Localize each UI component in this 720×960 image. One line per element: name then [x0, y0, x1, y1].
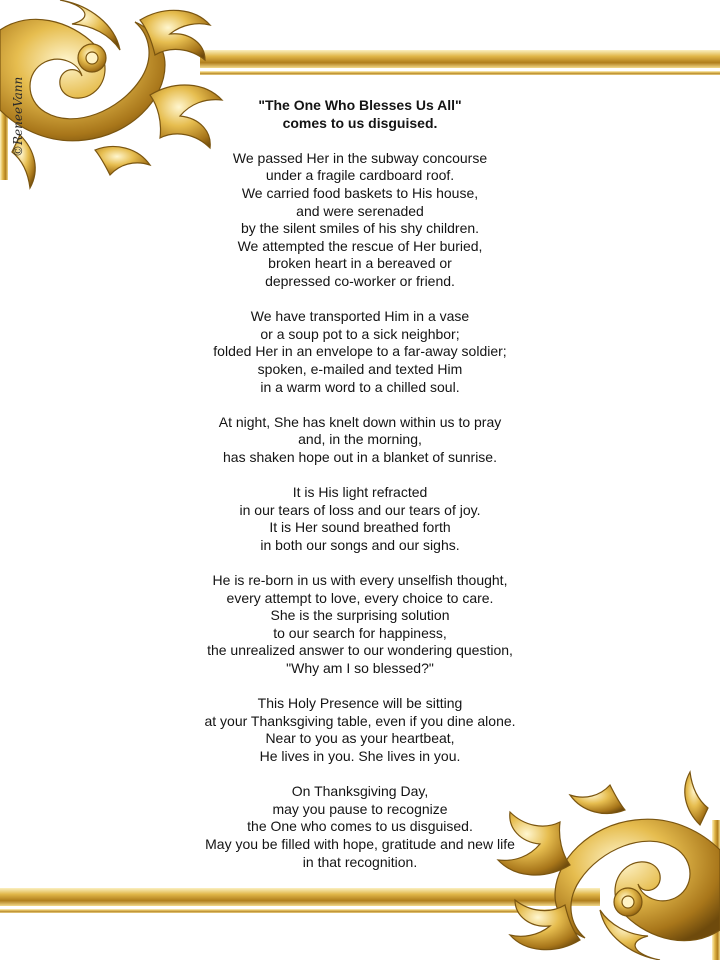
poem-text [60, 97, 660, 871]
poem-line: and, in the morning, [298, 431, 422, 448]
poem-line: or a soup pot to a sick neighbor; [260, 325, 460, 342]
poem-stanza [60, 150, 660, 291]
poem-line: At night, She has knelt down within us to pray [218, 413, 502, 430]
poem-stanza [60, 783, 660, 871]
poem-stanza [60, 695, 660, 765]
poem-stanza [60, 308, 660, 396]
poem-line: broken heart in a bereaved or [268, 255, 452, 272]
poem-line: It is His light refracted [292, 484, 428, 501]
poem-line: We have transported Him in a vase [250, 308, 470, 325]
poem-stanza [60, 414, 660, 467]
poem-line: the One who comes to us disguised. [247, 818, 473, 835]
poem-line: We carried food baskets to His house, [241, 184, 479, 201]
poem-line: She is the surprising solution [270, 607, 450, 624]
poem-line: in that recognition. [302, 853, 418, 870]
poem-line: depressed co-worker or friend. [265, 272, 455, 289]
poem-line: This Holy Presence will be sitting [257, 695, 463, 712]
bottom-gold-bar [0, 888, 600, 913]
top-gold-bar [200, 50, 720, 75]
poem-line: folded Her in an envelope to a far-away soldier; [213, 343, 507, 360]
poem-stanza [60, 572, 660, 678]
poem-line: spoken, e-mailed and texted Him [257, 360, 463, 377]
poem-line: He lives in you. She lives in you. [259, 747, 461, 764]
poem-line: every attempt to love, every choice to care. [226, 589, 494, 606]
poem-line: and were serenaded [296, 202, 424, 219]
poem-stanza [60, 484, 660, 554]
poem-title-line: comes to us disguised. [282, 114, 438, 131]
poem-line: at your Thanksgiving table, even if you dine alone. [204, 712, 516, 729]
poem-title-line: "The One Who Blesses Us All" [258, 97, 462, 113]
poem-line: We passed Her in the subway concourse [232, 149, 488, 166]
poem-line: May you be filled with hope, gratitude and new life [205, 835, 515, 852]
poem-line: has shaken hope out in a blanket of sunrise. [223, 448, 497, 465]
poem-line: by the silent smiles of his shy children. [240, 220, 480, 237]
poem-line: We attempted the rescue of Her buried, [237, 237, 483, 254]
poem-line: the unrealized answer to our wondering question, [207, 642, 513, 659]
poem-line: in a warm word to a chilled soul. [260, 378, 460, 395]
poem-line: "Why am I so blessed?" [286, 660, 434, 676]
poem-line: under a fragile cardboard roof. [265, 167, 455, 184]
poem-line: He is re-born in us with every unselfish thought, [212, 572, 508, 589]
poem-line: in our tears of loss and our tears of joy. [239, 501, 481, 518]
poem-line: in both our songs and our sighs. [260, 536, 460, 553]
poem-title [60, 97, 660, 132]
poem-line: to our search for happiness, [273, 624, 447, 641]
poem-line: Near to you as your heartbeat, [265, 730, 455, 747]
poem-stanzas [60, 150, 660, 871]
poem-line: On Thanksgiving Day, [291, 783, 429, 800]
artist-signature: ©ReneeVann [11, 76, 25, 157]
poem-line: may you pause to recognize [272, 800, 448, 817]
poem-line: It is Her sound breathed forth [269, 519, 451, 536]
